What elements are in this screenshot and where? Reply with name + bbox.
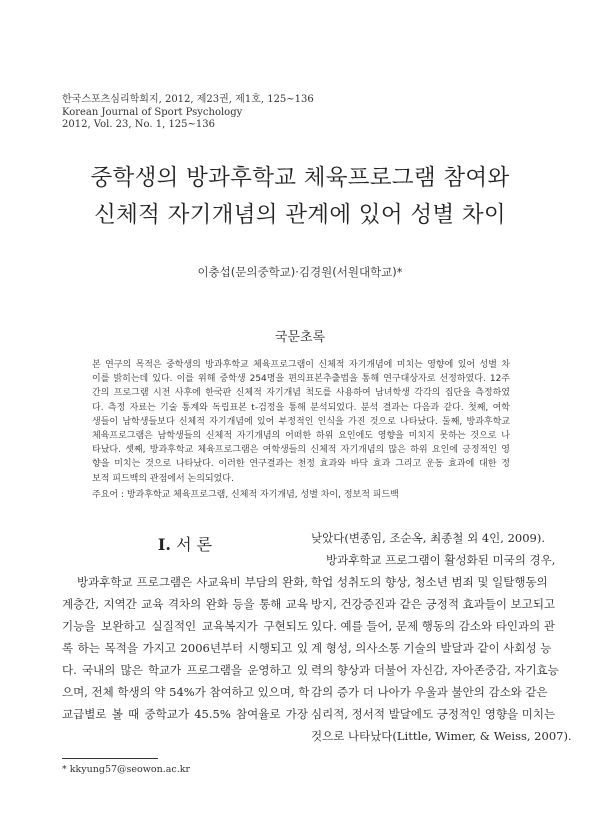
abstract-line: 타났다. 셋째, 방과후학교 체육프로그램은 여학생들의 신체적 자기개념의 많은 하위 요인에 긍정적인 영 xyxy=(92,445,510,456)
body-line: 방과후학교 프로그램이 활성화된 미국의 경우, xyxy=(326,553,556,567)
section-heading xyxy=(62,532,308,555)
body-line: 록 하는 목적을 가지고 2006년부터 시행되고 있 xyxy=(62,641,308,655)
paper-title-line-1: 중학생의 방과후학교 체육프로그램 참여와 xyxy=(90,165,510,191)
body-line: 으며, 전체 학생의 약 54%가 참여하고 있으며, 학 xyxy=(62,685,310,699)
abstract-line: 이를 밝히는데 있다. 이를 위해 중학생 254명을 편의표본추출법을 통해 연구대상자로 선정하였다. 12주 xyxy=(92,374,510,385)
journal-citation-english: 2012, Vol. 23, No. 1, 125~136 xyxy=(62,119,215,130)
abstract-heading: 국문초록 xyxy=(274,330,326,345)
abstract-line: 생들이 남학생들보다 신체적 자기개념에 있어 부정적인 인식을 가진 것으로 나타났다. 둘째, 방과후학교 xyxy=(92,416,510,427)
abstract-body xyxy=(92,358,510,486)
body-line: 학업 성취도의 향상, 청소년 범죄 및 일탈행동의 xyxy=(311,575,548,589)
keywords: 주요어 : 방과후학교 체육프로그램, 신체적 자기개념, 성별 차이, 정보적 피드백 xyxy=(92,490,399,500)
body-line: 감의 증가 더 나아가 우울과 불안의 감소와 같은 xyxy=(311,685,548,699)
journal-header xyxy=(62,94,362,132)
body-line: 계층간, 지역간 교육 격차의 완화 등을 통해 교육 xyxy=(62,597,308,611)
journal-citation-korean: 한국스포츠심리학회지, 2012, 제23권, 제1호, 125~136 xyxy=(62,94,314,105)
body-line: 교급별로 볼 때 중학교가 45.5% 참여율로 가장 xyxy=(62,707,308,721)
abstract-line: 체육프로그램은 남학생들의 신체적 자기개념의 어떠한 하위 요인에도 영향을 미치지 못하는 것으로 나 xyxy=(92,431,510,442)
abstract-line: 향을 미치는 것으로 나타났다. 이러한 연구결과는 천정 효과와 바닥 효과 그리고 운동 효과에 대한 정 xyxy=(92,459,510,470)
body-line: 다. 국내의 많은 학교가 프로그램을 운영하고 있 xyxy=(62,663,308,677)
footnote-email: * kkyung57@seowon.ac.kr xyxy=(62,764,191,775)
body-line: 방과후학교 프로그램은 사교육비 부담의 완화, xyxy=(77,575,308,589)
abstract-line: 간의 프로그램 시전 사후에 한국판 신체적 자기개념 척도를 사용하여 남녀학생 각각의 집단을 측정하였 xyxy=(92,388,510,399)
paragraph xyxy=(311,549,572,747)
author-line: 이충섭(문의중학교)·김경원(서원대학교)* xyxy=(197,265,403,279)
body-line: 있다. 예를 들어, 문제 행동의 감소와 타인과의 관 xyxy=(311,619,555,633)
body-line: 방지, 건강증진과 같은 긍정적 효과들이 보고되고 xyxy=(311,597,556,611)
section-number: I. xyxy=(157,535,171,554)
body-line: 낮았다(변종임, 조순옥, 최종철 외 4인, 2009). xyxy=(311,531,545,545)
body-line: 력의 향상과 더불어 자신감, 자아존중감, 자기효능 xyxy=(311,663,559,677)
paper-title-line-2: 신체적 자기개념의 관계에 있어 성별 차이 xyxy=(94,202,506,228)
journal-name-english: Korean Journal of Sport Psychology xyxy=(62,106,243,118)
abstract-line: 본 연구의 목적은 중학생의 방과후학교 체육프로그램이 신체적 자기개념에 미치는 영향에 있어 성별 차 xyxy=(92,360,510,370)
section-title: 서 론 xyxy=(176,535,213,554)
paragraph xyxy=(311,527,545,549)
body-line: 심리적, 정서적 발달에도 긍정적인 영향을 미치는 xyxy=(311,707,556,721)
abstract-line: 다. 측정 자료는 기술 통계와 독립표본 t-검정을 통해 분석되었다. 분석 결과는 다음과 같다. 첫째, 여학 xyxy=(92,402,510,413)
paragraph xyxy=(62,571,308,725)
body-column-right xyxy=(311,527,572,747)
abstract-line: 보적 피드백의 관점에서 논의되었다. xyxy=(92,473,234,484)
footnote-divider xyxy=(62,758,158,759)
body-line: 기능을 보완하고 실질적인 교육복지가 구현되도 xyxy=(62,619,308,633)
body-line: 계 형성, 의사소통 기술의 발달과 같이 사회성 능 xyxy=(311,641,552,655)
body-line: 것으로 나타났다(Little, Wimer, & Weiss, 2007). xyxy=(311,729,572,743)
body-column-left xyxy=(62,571,308,725)
